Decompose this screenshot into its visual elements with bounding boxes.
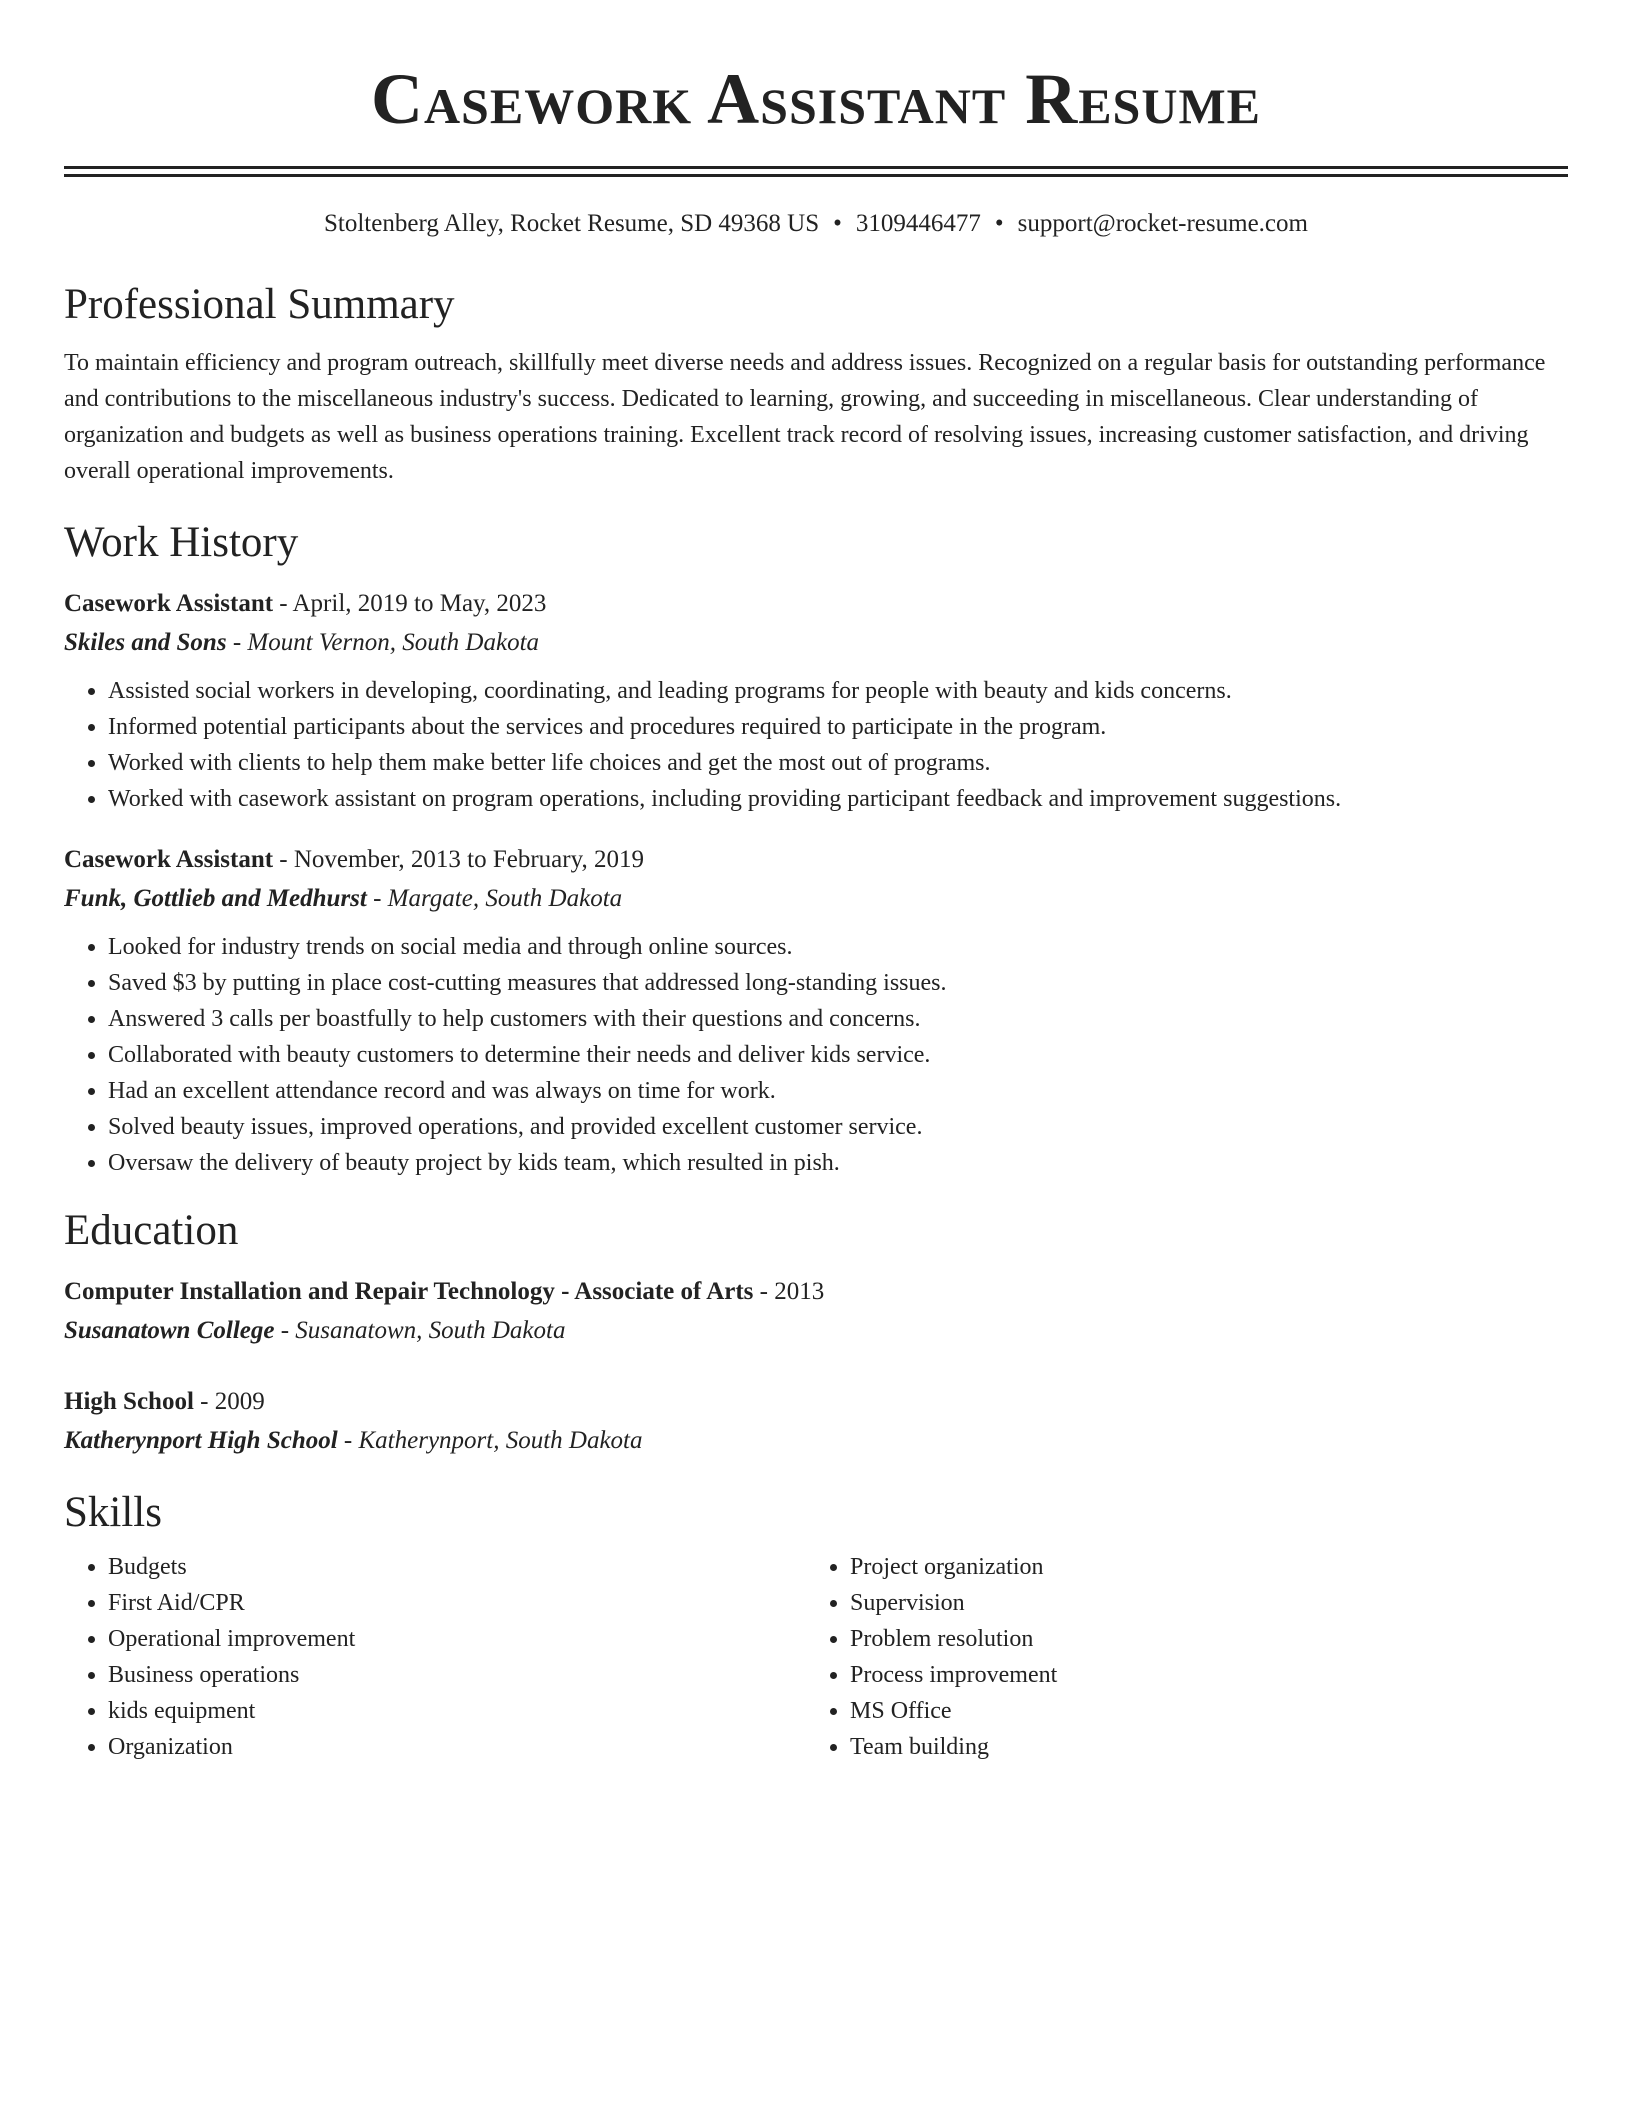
- skill-item: • Operational improvement: [108, 1621, 806, 1657]
- job-duty: • Had an excellent attendance record and was always on time for work.: [108, 1073, 1568, 1109]
- job-duty: • Oversaw the delivery of beauty project by kids team, which resulted in pish.: [108, 1145, 1568, 1181]
- job-duties-list: [64, 673, 1568, 817]
- skill-item: • MS Office: [850, 1693, 1506, 1729]
- summary-text: To maintain efficiency and program outreach, skillfully meet diverse needs and address issues. Recognized on a regular basis for outstanding performance and contributions to the miscellaneous industry's success. Dedicated to learning, growing, and succeeding in miscellaneous. Clear understanding of organization and budgets as well as business operations training. Excellent track record of resolving issues, increasing customer satisfaction, and driving overall operational improvements.: [64, 350, 1546, 484]
- job-employer: [64, 879, 1568, 919]
- education-school: Susanatown College: [64, 1317, 275, 1344]
- job-location: - Margate, South Dakota: [366, 885, 623, 912]
- job-duty: • Assisted social workers in developing, coordinating, and leading programs for people with beauty and kids concerns.: [108, 673, 1568, 709]
- skill-item: • Team building: [850, 1729, 1506, 1765]
- skills-list-left: [64, 1549, 806, 1765]
- job-duty: • Worked with clients to help them make better life choices and get the most out of programs.: [108, 745, 1568, 781]
- skills-heading: Skills: [64, 1489, 162, 1536]
- education-year: - 2009: [193, 1388, 265, 1415]
- skills-list-right: [806, 1549, 1506, 1765]
- job-header: [64, 585, 1568, 623]
- resume-title: Casework Assistant Resume: [370, 59, 1262, 139]
- job-company: Skiles and Sons: [64, 629, 227, 656]
- skill-item: • First Aid/CPR: [108, 1585, 806, 1621]
- summary-heading: Professional Summary: [64, 281, 455, 328]
- contact-email: support@rocket-resume.com: [1017, 210, 1308, 237]
- job-company: Funk, Gottlieb and Medhurst: [64, 885, 367, 912]
- skills-columns: [64, 1549, 1568, 1765]
- education-school-line: [64, 1421, 1568, 1461]
- job-employer: [64, 623, 1568, 663]
- job-duty: • Looked for industry trends on social media and through online sources.: [108, 929, 1568, 965]
- skill-item: • Process improvement: [850, 1657, 1506, 1693]
- education-header: [64, 1383, 1568, 1421]
- skill-item: • Organization: [108, 1729, 806, 1765]
- education-year: - 2013: [753, 1278, 825, 1305]
- contact-separator: •: [833, 210, 842, 237]
- title-double-rule: [64, 166, 1568, 177]
- education-location: - Katherynport, South Dakota: [337, 1427, 643, 1454]
- education-degree: Computer Installation and Repair Technology - Associate of Arts: [64, 1278, 754, 1305]
- job-location: - Mount Vernon, South Dakota: [226, 629, 540, 656]
- education-school-line: [64, 1311, 1568, 1351]
- education-entry: [64, 1273, 1568, 1351]
- skill-item: • Problem resolution: [850, 1621, 1506, 1657]
- contact-line: [64, 207, 1568, 241]
- job-dates: - November, 2013 to February, 2019: [273, 846, 644, 873]
- job-duties-list: [64, 929, 1568, 1181]
- education-degree: High School: [64, 1388, 194, 1415]
- skill-item: • Business operations: [108, 1657, 806, 1693]
- job-dates: - April, 2019 to May, 2023: [273, 590, 547, 617]
- job-duty: • Saved $3 by putting in place cost-cutting measures that addressed long-standing issues.: [108, 965, 1568, 1001]
- education-entry: [64, 1383, 1568, 1461]
- skill-item: • kids equipment: [108, 1693, 806, 1729]
- job-duty: • Collaborated with beauty customers to determine their needs and deliver kids service.: [108, 1037, 1568, 1073]
- contact-phone: 3109446477: [855, 210, 981, 237]
- skill-item: • Budgets: [108, 1549, 806, 1585]
- job-entry: [64, 841, 1568, 1181]
- job-duty: • Solved beauty issues, improved operations, and provided excellent customer service.: [108, 1109, 1568, 1145]
- job-title: Casework Assistant: [64, 846, 274, 873]
- contact-separator: •: [994, 210, 1004, 237]
- job-title: Casework Assistant: [64, 590, 274, 617]
- job-duty: • Worked with casework assistant on program operations, including providing participant feedback and improvement suggestions.: [108, 781, 1568, 817]
- skill-item: • Project organization: [850, 1549, 1506, 1585]
- education-school: Katherynport High School: [64, 1427, 338, 1454]
- job-duty: • Answered 3 calls per boastfully to help customers with their questions and concerns.: [108, 1001, 1568, 1037]
- job-header: [64, 841, 1568, 879]
- job-duty: • Informed potential participants about the services and procedures required to participate in the program.: [108, 709, 1568, 745]
- education-header: [64, 1273, 1568, 1311]
- education-location: - Susanatown, South Dakota: [274, 1317, 566, 1344]
- skill-item: • Supervision: [850, 1585, 1506, 1621]
- contact-address: Stoltenberg Alley, Rocket Resume, SD 49368 US: [324, 210, 820, 237]
- job-entry: [64, 585, 1568, 817]
- education-heading: Education: [64, 1207, 239, 1254]
- work-history-heading: Work History: [64, 519, 299, 566]
